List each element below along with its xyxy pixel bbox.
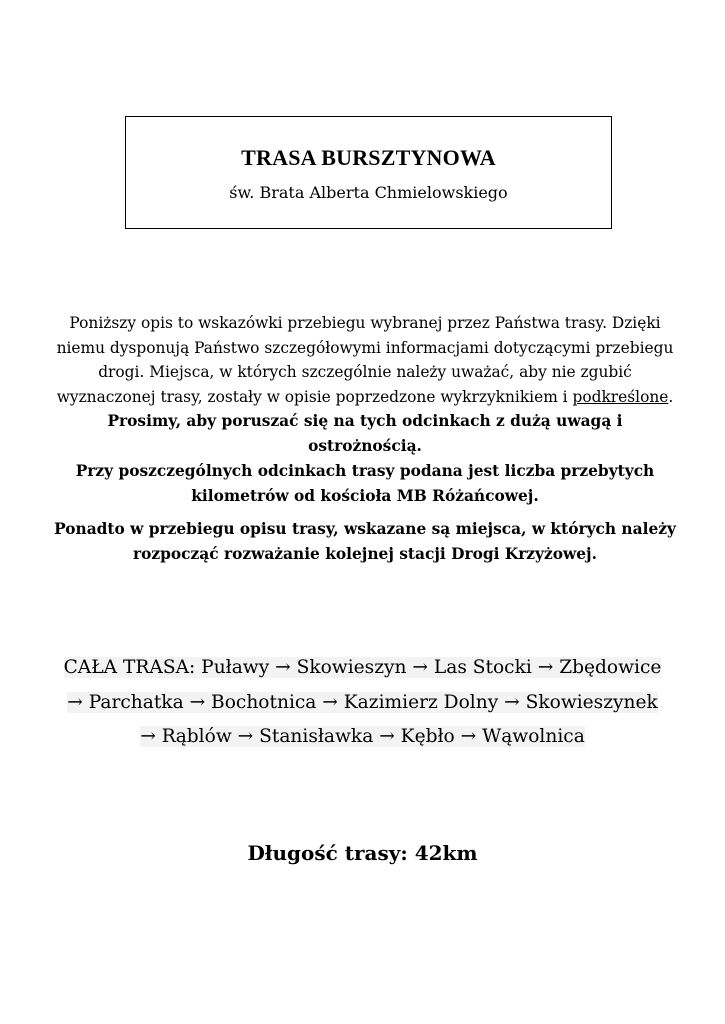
intro-underlined-word: podkreślone bbox=[572, 387, 669, 406]
intro-paragraph bbox=[55, 311, 675, 458]
note-kilometers: Przy poszczególnych odcinkach trasy podana jest liczba przebytych kilometrów od kościoła MB Różańcowej. bbox=[75, 462, 655, 505]
route-length: Długość trasy: 42km bbox=[247, 841, 478, 865]
route-line-2-text: → Parchatka → Bochotnica → Kazimierz Dolny → Skowieszynek bbox=[67, 691, 658, 713]
intro-bold-warning: Prosimy, aby poruszać się na tych odcinkach z dużą uwagą i ostrożnością. bbox=[107, 412, 623, 455]
document-title: TRASA BURSZTYNOWA bbox=[241, 145, 496, 170]
route-summary bbox=[30, 651, 695, 755]
document-subtitle: św. Brata Alberta Chmielowskiego bbox=[229, 183, 508, 202]
intro-text: Poniższy opis to wskazówki przebiegu wybranej przez Państwa trasy. Dzięki niemu dysponują Państwo szczegółowymi informacjami dotyczącymi przebiegu drogi. Miejsca, w których szczególnie należy uważać, aby nie zgubić wyznaczonej trasy, zostały w opisie poprzedzone wykrzyknikiem i bbox=[56, 314, 674, 406]
route-line-1-text: CAŁA TRASA: Puławy → Skowieszyn → Las Stocki → Zbędowice bbox=[63, 657, 662, 678]
route-line-1 bbox=[30, 651, 695, 686]
note-stations: Ponadto w przebiegu opisu trasy, wskazane są miejsca, w których należy rozpocząć rozważanie kolejnej stacji Drogi Krzyżowej. bbox=[54, 520, 676, 563]
title-box bbox=[125, 116, 612, 229]
route-line-3-text: → Rąblów → Stanisławka → Kębło → Wąwolnica bbox=[140, 726, 585, 747]
route-line-2 bbox=[30, 686, 695, 721]
route-line-3 bbox=[30, 720, 695, 755]
intro-period: . bbox=[668, 387, 674, 406]
